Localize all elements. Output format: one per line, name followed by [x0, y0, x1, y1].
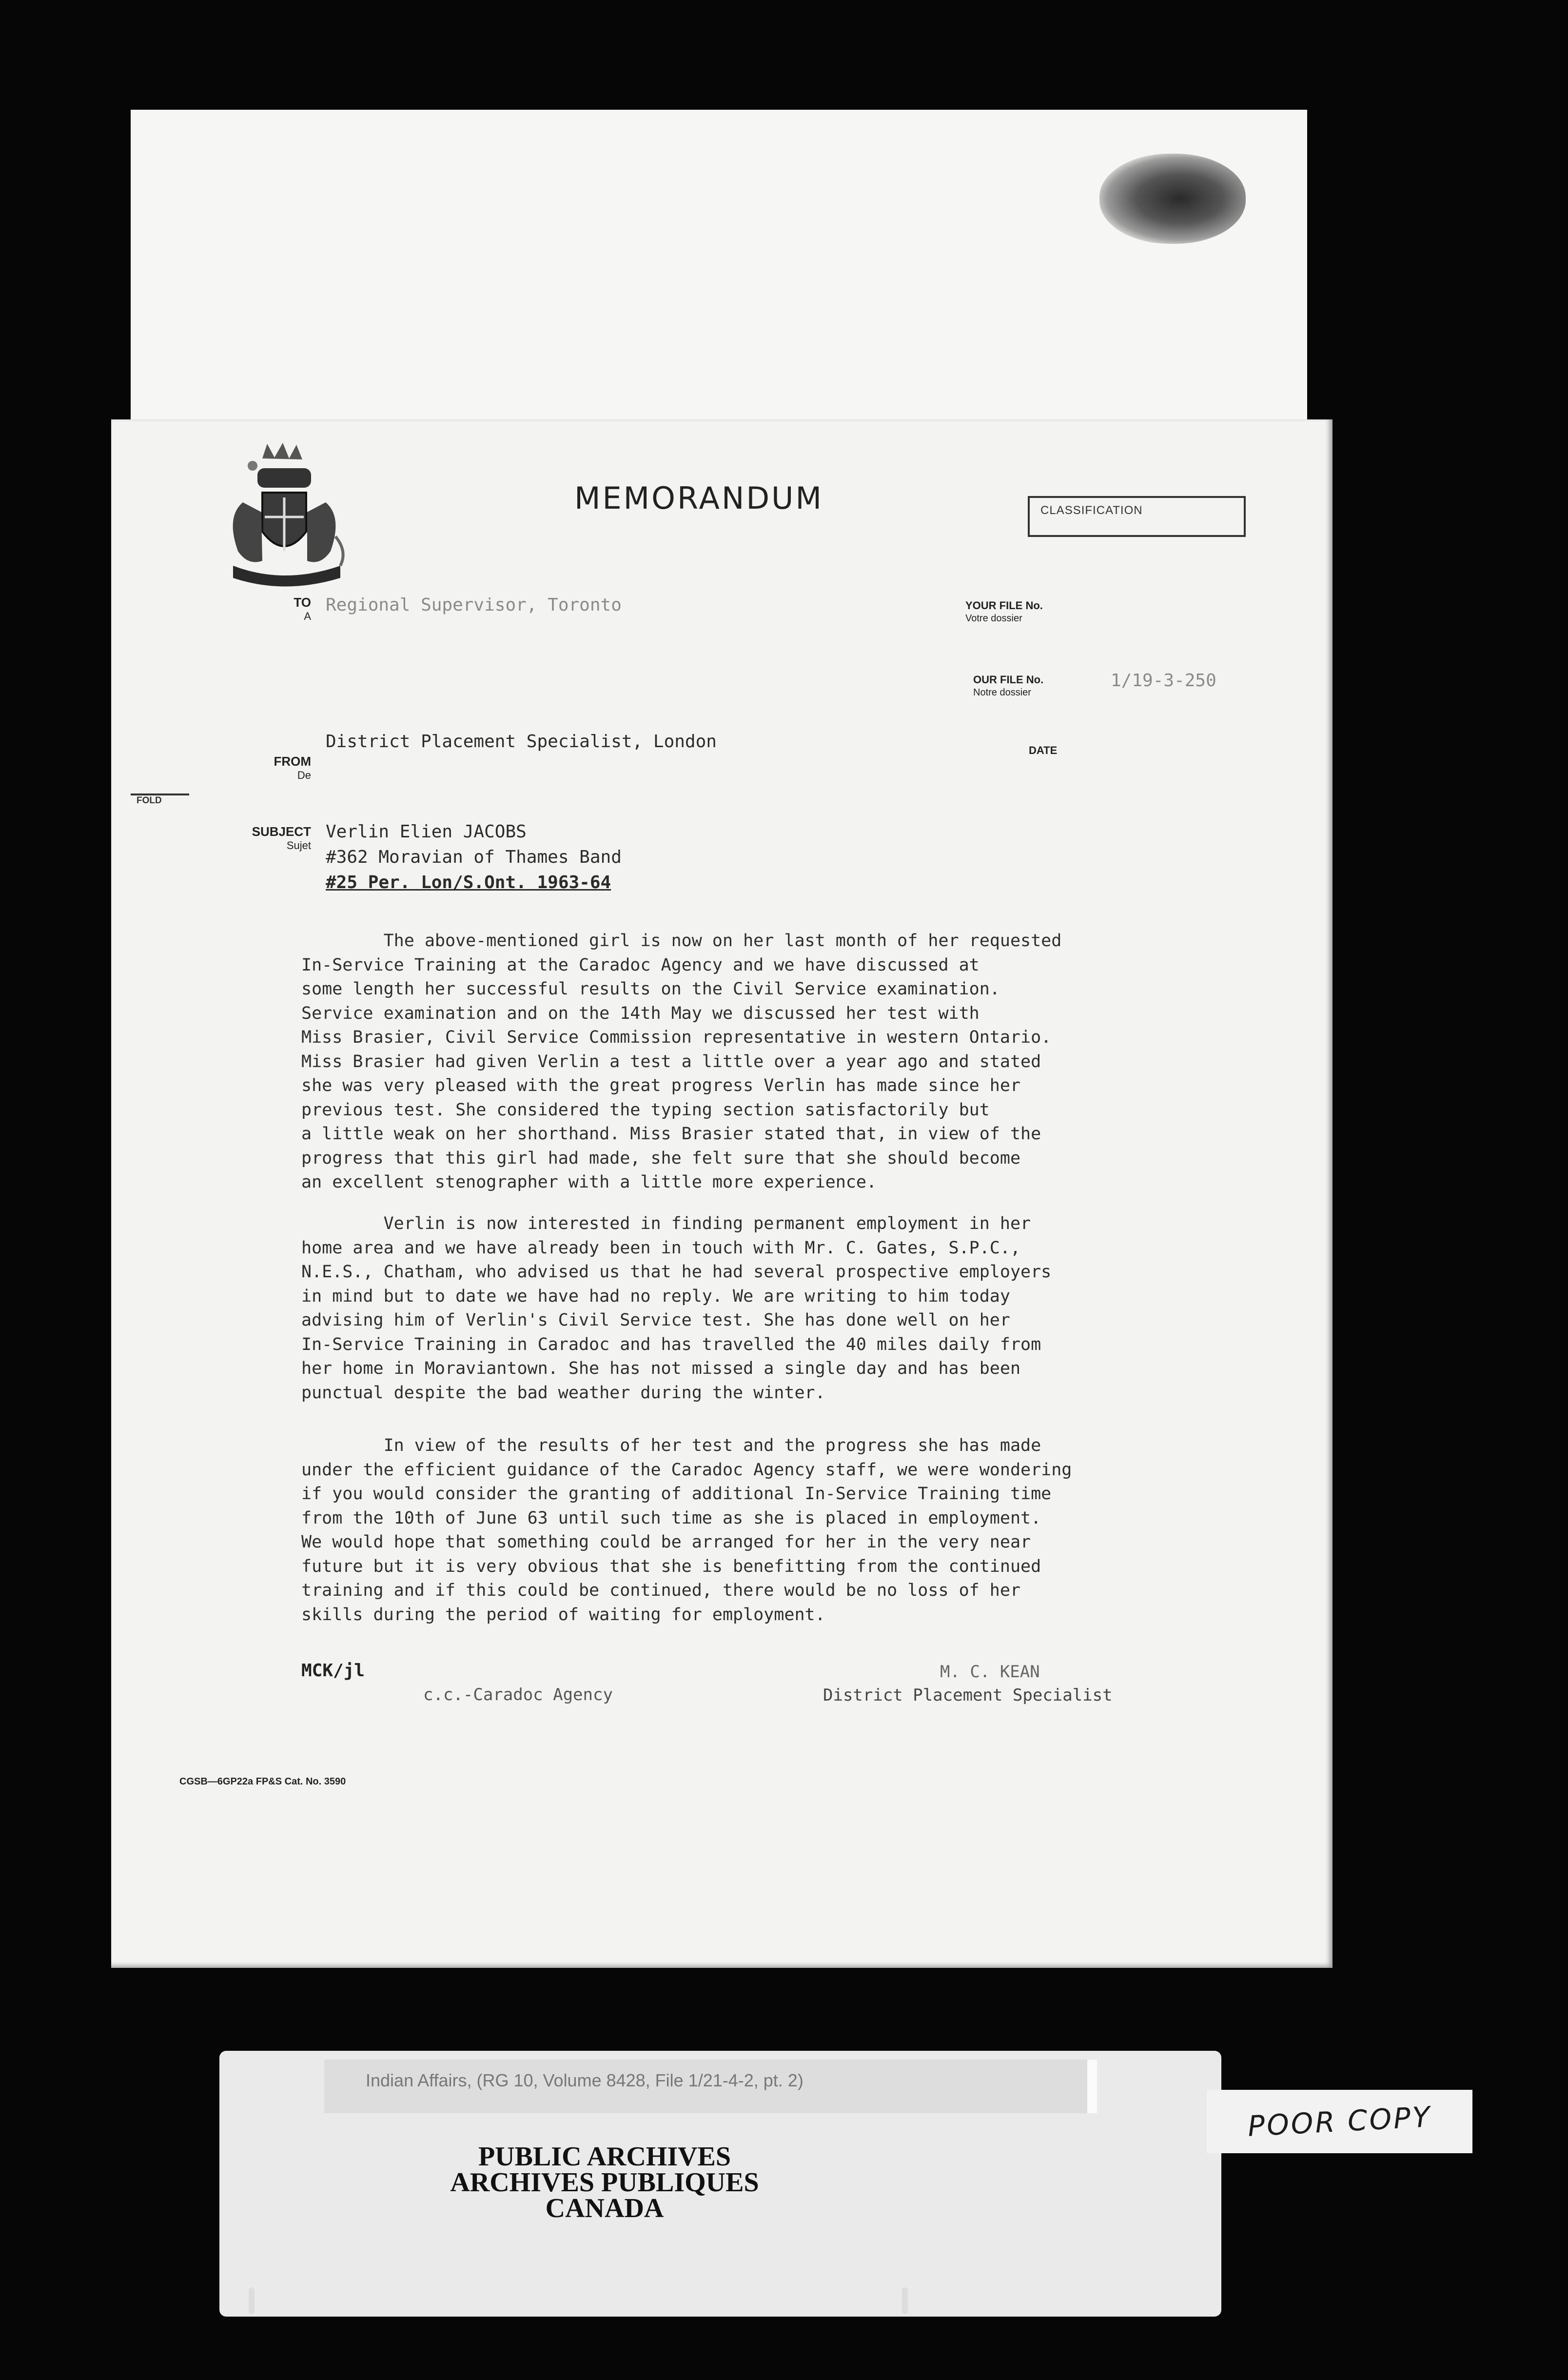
- our-file-value: 1/19-3-250: [1111, 671, 1216, 691]
- classification-label: CLASSIFICATION: [1040, 504, 1143, 517]
- your-file-label-en: YOUR FILE No.: [965, 599, 1043, 612]
- your-file-label: [965, 599, 1043, 625]
- archive-card: [219, 2051, 1221, 2317]
- archive-reference: Indian Affairs, (RG 10, Volume 8428, File 1/21-4-2, pt. 2): [366, 2070, 804, 2090]
- to-value: Regional Supervisor, Toronto: [326, 595, 622, 615]
- subject-label-en: SUBJECT: [252, 824, 311, 839]
- coat-of-arms-icon: [179, 439, 404, 615]
- paragraph-1: The above-mentioned girl is now on her last month of her requested In-Service Training at the Caradoc Agency and we have discussed at some length her successful results on the Civil Service examination. Service examination and on the 14th May we discussed her test with Miss Brasier, Civil Service Commission representative in western Ontario. Miss Brasier had given Verlin a test a little over a year ago and stated she was very pleased with the great progress Verlin has made since her previous test. She considered the typing section satisfactorily but a little weak on her shorthand. Miss Brasier stated that, in view of the progress that this girl had made, she felt sure that she should become an excellent stenographer with a little more experience.: [301, 931, 1062, 1192]
- to-label: [150, 595, 311, 623]
- reference-initials: MCK/jl: [301, 1661, 365, 1681]
- fold-label: FOLD: [137, 795, 162, 806]
- subject-line-name: Verlin Elien JACOBS: [326, 822, 527, 842]
- to-label-en: TO: [294, 595, 311, 610]
- classification-box: [1028, 496, 1246, 537]
- signature-name: M. C. KEAN: [940, 1662, 1040, 1682]
- our-file-label-en: OUR FILE No.: [973, 674, 1044, 686]
- our-file-label: [973, 673, 1043, 699]
- film-edge-mark: [902, 2287, 908, 2314]
- your-file-label-fr: Votre dossier: [965, 613, 1022, 624]
- poor-copy-stamp: [1207, 2090, 1472, 2153]
- carbon-copy: c.c.-Caradoc Agency: [423, 1685, 613, 1705]
- paragraph-3: In view of the results of her test and the progress she has made under the efficient guidance of the Caradoc Agency staff, we were wondering if you would consider the granting of additional In-Service Training time from the 10th of June 63 until such time as she is placed in employment. We would hope that something could be arranged for her in the very near future but it is very obvious that she is benefitting from the continued training and if this could be continued, there would be no loss of her skills during the period of waiting for employment.: [301, 1436, 1072, 1625]
- subject-line-reference: #25 Per. Lon/S.Ont. 1963-64: [326, 873, 611, 892]
- archive-title-country: CANADA: [545, 2193, 664, 2223]
- subject-label-fr: Sujet: [286, 839, 311, 852]
- subject-line-band: #362 Moravian of Thames Band: [326, 847, 622, 867]
- memo-sheet: [111, 419, 1333, 1968]
- from-value: District Placement Specialist, London: [326, 732, 717, 752]
- subject-label: [150, 824, 311, 852]
- archive-title-en: PUBLIC ARCHIVES: [478, 2142, 731, 2172]
- poor-copy-text: POOR COPY: [1247, 2100, 1432, 2143]
- from-label: [150, 754, 311, 782]
- ink-smudge: [1099, 154, 1246, 244]
- form-code: CGSB—6GP22a FP&S Cat. No. 3590: [179, 1776, 346, 1787]
- from-label-en: FROM: [274, 754, 311, 769]
- to-label-fr: A: [304, 610, 311, 622]
- paragraph-2: Verlin is now interested in finding permanent employment in her home area and we have already been in touch with Mr. C. Gates, S.P.C., N.E.S., Chatham, who advised us that he had several prospective employers in mind but to date we have had no reply. We are writing to him today advising him of Verlin's Civil Service test. She has done well on her In-Service Training in Caradoc and has travelled the 40 miles daily from her home in Moraviantown. She has not missed a single day and has been punctual despite the bad weather during the winter.: [301, 1214, 1052, 1403]
- signature-title: District Placement Specialist: [823, 1686, 1113, 1705]
- memo-title: MEMORANDUM: [574, 480, 823, 516]
- subject-block: [326, 819, 622, 895]
- our-file-label-fr: Notre dossier: [973, 687, 1031, 698]
- film-edge-mark: [249, 2287, 255, 2314]
- archive-title-fr: ARCHIVES PUBLIQUES: [450, 2167, 759, 2198]
- from-label-fr: De: [297, 769, 311, 781]
- date-label: DATE: [1029, 744, 1058, 756]
